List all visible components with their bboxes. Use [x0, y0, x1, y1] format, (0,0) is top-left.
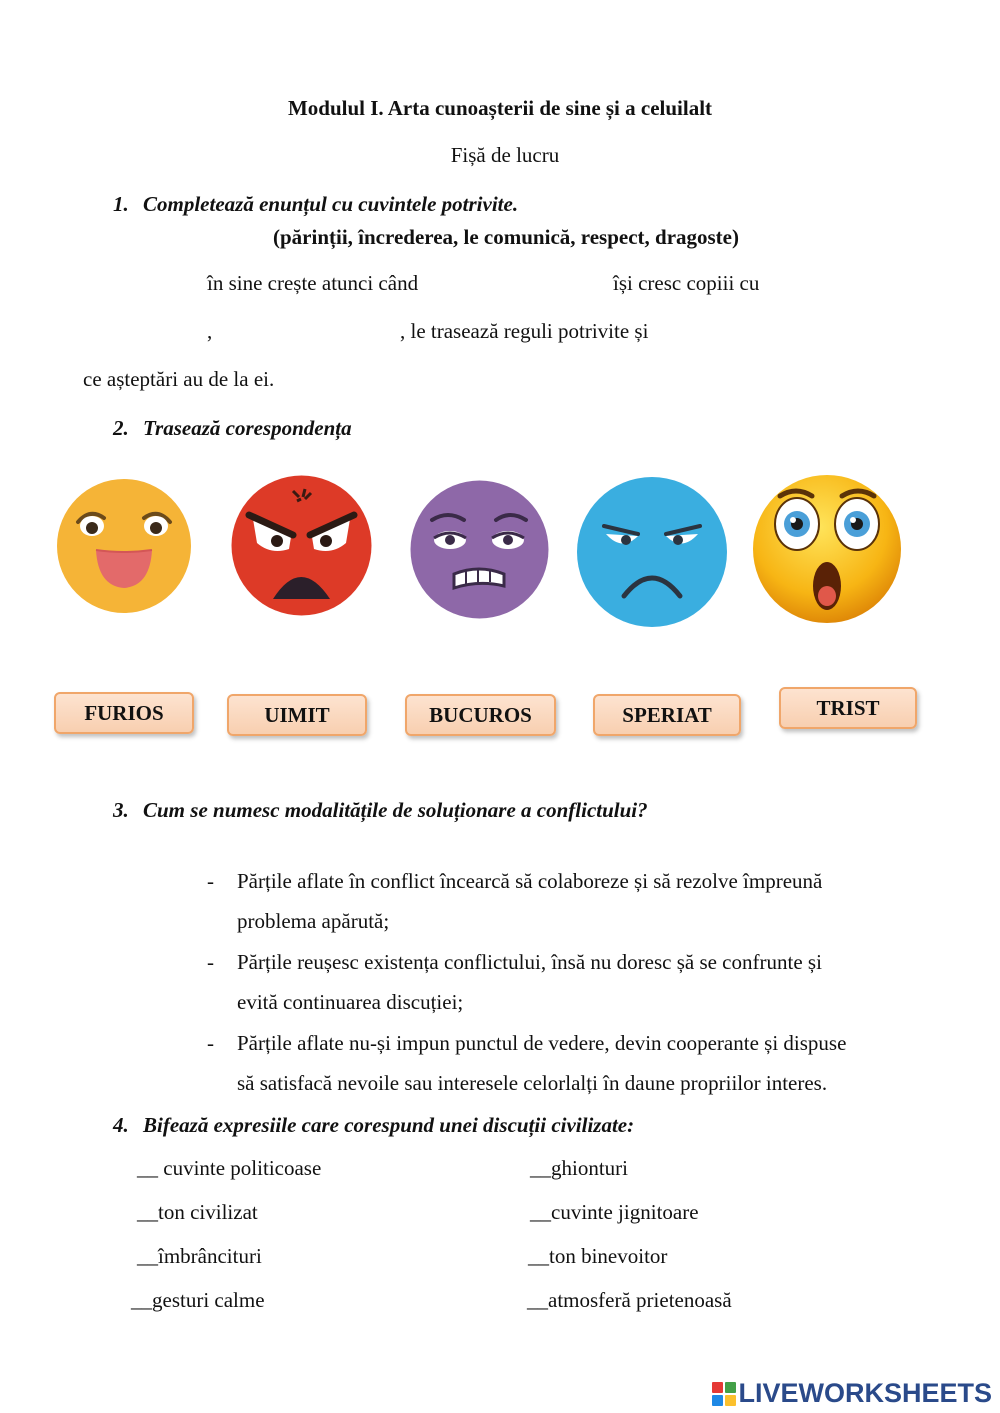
question-1-number: 1.	[113, 192, 129, 216]
q3-item-3-line2: să satisfacă nevoile sau interesele celorlalți în daune propriilor interes.	[237, 1071, 828, 1095]
blank-input-1[interactable]	[80, 268, 204, 300]
page-subtitle: Fișă de lucru	[450, 143, 560, 167]
q3-item-2-line2: evită continuarea discuției;	[237, 990, 464, 1014]
q3-item-2-line1: Părțile reușesc existența conflictului, însă nu doresc șă se confrunte și	[237, 950, 822, 974]
question-2-number: 2.	[113, 416, 129, 440]
q3-item-2	[237, 942, 822, 1022]
bullet-dash: -	[207, 869, 214, 893]
checkbox-option-left-3[interactable]: __îmbrânciturі	[137, 1244, 262, 1268]
liveworksheets-logo-icon	[712, 1382, 736, 1406]
checkbox-option-right-1[interactable]: __ghionturi	[530, 1156, 628, 1180]
question-3-heading	[113, 798, 648, 823]
page-title: Modulul I. Arta cunoașterii de sine și a celuilalt	[287, 96, 713, 120]
label-button-3[interactable]: BUCUROS	[405, 694, 556, 736]
q3-item-1-line1: Părțile aflate în conflict încearcă să colaboreze și să rezolve împreună	[237, 869, 823, 893]
checkbox-option-left-4[interactable]: __gesturi calme	[131, 1288, 265, 1312]
label-button-2[interactable]: UIMIT	[227, 694, 367, 736]
question-4-number: 4.	[113, 1113, 129, 1137]
q3-item-1-line2: problema apărută;	[237, 909, 390, 933]
q1-line3-text: ce așteptări au de la ei.	[83, 367, 275, 391]
q1-line1-text-b: își cresc copiii cu	[613, 271, 760, 295]
q3-item-1	[237, 861, 822, 941]
blank-input-4[interactable]	[80, 316, 204, 348]
question-2-heading	[113, 416, 352, 441]
question-3-prompt: Cum se numesc modalitățile de soluționare a conflictului?	[143, 798, 648, 822]
angry-face-icon	[231, 475, 372, 616]
question-4-prompt: Bifează expresiile care corespund unei discuții civilizate:	[143, 1113, 635, 1137]
question-3-number: 3.	[113, 798, 129, 822]
q1-line2-text: , le trasează reguli potrivite și	[400, 319, 649, 343]
q3-item-3	[237, 1023, 846, 1103]
checkbox-option-left-1[interactable]: __ cuvinte politicoase	[137, 1156, 322, 1180]
label-button-1[interactable]: FURIOS	[54, 692, 194, 734]
checkbox-option-left-2[interactable]: __ton civilizat	[137, 1200, 258, 1224]
question-4-heading	[113, 1113, 634, 1138]
sad-face-icon	[576, 476, 728, 628]
happy-face-icon	[56, 478, 192, 614]
question-1-prompt: Completează enunțul cu cuvintele potrivite.	[143, 192, 519, 216]
blank-input-2[interactable]	[448, 268, 612, 300]
question-2-prompt: Trasează corespondența	[143, 416, 352, 440]
scared-face-icon	[410, 480, 549, 619]
blank-input-3[interactable]	[782, 268, 936, 300]
surprised-face-icon	[752, 474, 902, 624]
checkbox-option-right-2[interactable]: __cuvinte jignitoare	[530, 1200, 699, 1224]
bullet-dash: -	[207, 950, 214, 974]
label-button-5[interactable]: TRIST	[779, 687, 917, 729]
checkbox-option-right-3[interactable]: __ton binevoitor	[528, 1244, 668, 1268]
q3-item-3-line1: Părțile aflate nu-și impun punctul de vedere, devin cooperante și dispuse	[237, 1031, 847, 1055]
blank-input-5[interactable]	[220, 316, 399, 348]
blank-input-6[interactable]	[684, 316, 928, 348]
liveworksheets-wordmark: LIVEWORKSHEETS	[738, 1378, 992, 1408]
label-button-4[interactable]: SPERIAT	[593, 694, 741, 736]
liveworksheets-brand	[712, 1378, 992, 1409]
word-bank: (părinții, încrederea, le comunică, respect, dragoste)	[273, 225, 739, 249]
q1-line2-comma: ,	[207, 319, 213, 343]
question-1-heading	[113, 192, 518, 217]
checkbox-option-right-4[interactable]: __atmosferă prietenoasă	[527, 1288, 732, 1312]
bullet-dash: -	[207, 1031, 214, 1055]
q1-line1-text-a: în sine crește atunci când	[207, 271, 419, 295]
